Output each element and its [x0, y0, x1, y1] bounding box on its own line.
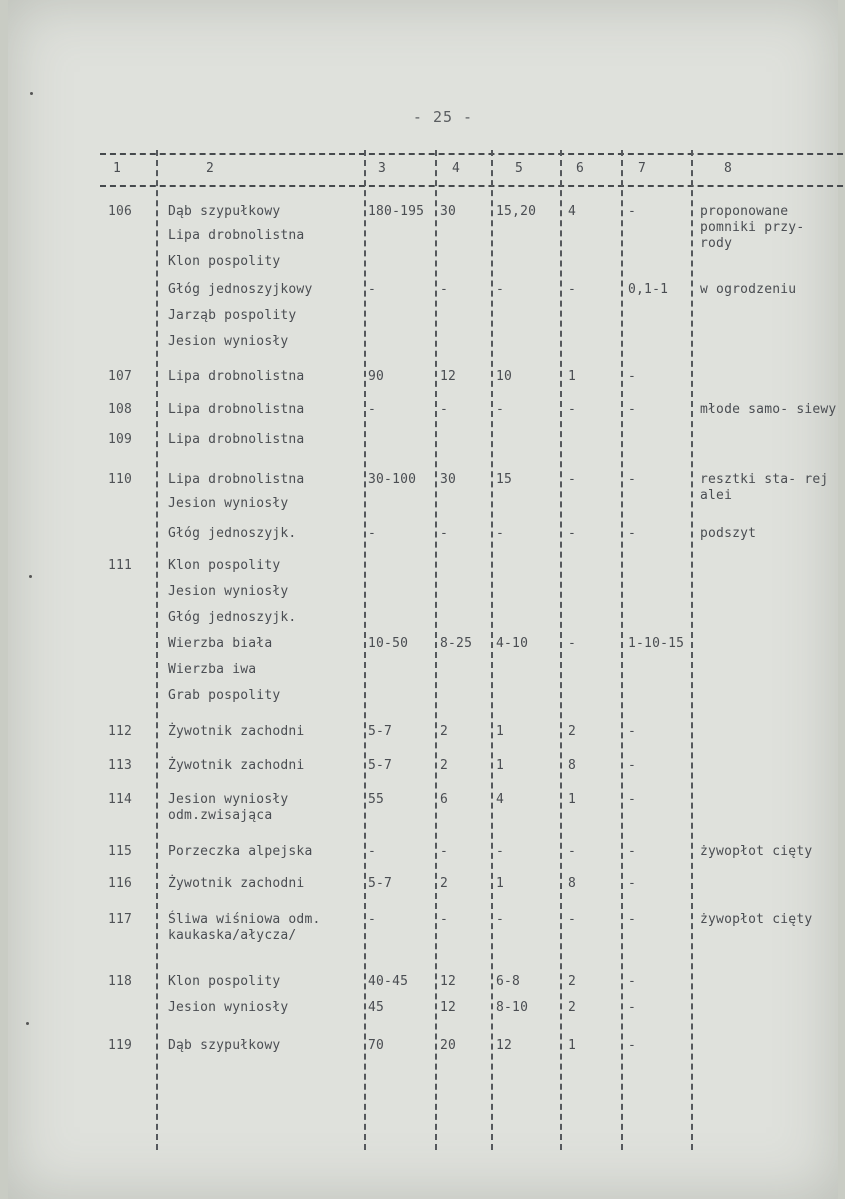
cell-col5: 15,20	[496, 204, 537, 219]
cell-col4: -	[440, 844, 449, 859]
cell-col5: 8-10	[496, 1000, 529, 1015]
cell-species: Żywotnik zachodni	[168, 724, 305, 739]
cell-col4: 2	[440, 758, 449, 773]
cell-col5: 15	[496, 472, 513, 487]
cell-col7: -	[628, 912, 637, 927]
column-header: 5	[515, 161, 524, 176]
column-header: 3	[378, 161, 387, 176]
cell-species: Głóg jednoszyjk.	[168, 610, 297, 625]
cell-lp: 111	[108, 558, 133, 573]
cell-species: Porzeczka alpejska	[168, 844, 313, 859]
cell-col6: 1	[568, 792, 577, 807]
cell-col6: -	[568, 526, 577, 541]
cell-col5: 6-8	[496, 974, 521, 989]
cell-species: Jesion wyniosły	[168, 1000, 289, 1015]
cell-col5: -	[496, 912, 505, 927]
cell-col5: 10	[496, 369, 513, 384]
cell-col3: 5-7	[368, 724, 393, 739]
column-separator	[364, 150, 366, 1150]
cell-col7: -	[628, 369, 637, 384]
cell-lp: 106	[108, 204, 133, 219]
cell-species: Głóg jednoszyjk.	[168, 526, 297, 541]
document-page	[8, 0, 838, 1199]
cell-col6: -	[568, 844, 577, 859]
cell-col6: 2	[568, 974, 577, 989]
cell-col3: -	[368, 844, 377, 859]
cell-species: Jesion wyniosły	[168, 584, 289, 599]
cell-col3: 90	[368, 369, 385, 384]
cell-col6: 8	[568, 758, 577, 773]
scan-speck	[26, 1022, 29, 1025]
cell-col5: 1	[496, 724, 505, 739]
column-header: 7	[638, 161, 647, 176]
cell-col7: -	[628, 526, 637, 541]
cell-col5: 12	[496, 1038, 513, 1053]
cell-col7: -	[628, 974, 637, 989]
cell-col4: 12	[440, 1000, 457, 1015]
cell-col7: -	[628, 204, 637, 219]
cell-col3: 180-195	[368, 204, 425, 219]
cell-species: Wierzba iwa	[168, 662, 257, 677]
cell-species: Lipa drobnolistna	[168, 228, 305, 243]
cell-species: Dąb szypułkowy	[168, 204, 281, 219]
cell-col3: 55	[368, 792, 385, 807]
cell-col3: 5-7	[368, 758, 393, 773]
cell-species: Grab pospolity	[168, 688, 281, 703]
cell-col4: 2	[440, 724, 449, 739]
cell-col6: -	[568, 636, 577, 651]
cell-lp: 113	[108, 758, 133, 773]
cell-species: Lipa drobnolistna	[168, 369, 305, 384]
cell-species: Lipa drobnolistna	[168, 432, 305, 447]
cell-notes: żywopłot cięty	[700, 912, 813, 927]
column-header: 8	[724, 161, 733, 176]
cell-col4: 2	[440, 876, 449, 891]
cell-lp: 117	[108, 912, 133, 927]
cell-col7: -	[628, 1000, 637, 1015]
cell-col7: -	[628, 876, 637, 891]
cell-lp: 108	[108, 402, 133, 417]
cell-col5: 4	[496, 792, 505, 807]
cell-lp: 115	[108, 844, 133, 859]
cell-col4: -	[440, 526, 449, 541]
cell-col7: -	[628, 472, 637, 487]
cell-notes: młode samo- siewy	[700, 402, 837, 417]
cell-col6: -	[568, 912, 577, 927]
cell-col3: 40-45	[368, 974, 409, 989]
cell-col3: 10-50	[368, 636, 409, 651]
cell-col4: 12	[440, 369, 457, 384]
cell-col4: 30	[440, 472, 457, 487]
cell-col4: 30	[440, 204, 457, 219]
cell-col4: -	[440, 912, 449, 927]
cell-col7: -	[628, 792, 637, 807]
cell-col5: -	[496, 526, 505, 541]
cell-col7: 1-10-15	[628, 636, 685, 651]
cell-col7: -	[628, 402, 637, 417]
cell-col3: 30-100	[368, 472, 417, 487]
cell-col6: 4	[568, 204, 577, 219]
cell-lp: 116	[108, 876, 133, 891]
cell-lp: 107	[108, 369, 133, 384]
cell-notes: proponowane pomniki przy- rody	[700, 204, 805, 251]
cell-col6: 1	[568, 369, 577, 384]
column-separator	[560, 150, 562, 1150]
cell-lp: 114	[108, 792, 133, 807]
cell-lp: 119	[108, 1038, 133, 1053]
cell-species: Żywotnik zachodni	[168, 876, 305, 891]
cell-col6: -	[568, 472, 577, 487]
table-header-rule	[100, 185, 845, 187]
cell-species: Żywotnik zachodni	[168, 758, 305, 773]
cell-col5: 1	[496, 758, 505, 773]
cell-lp: 118	[108, 974, 133, 989]
cell-col6: -	[568, 402, 577, 417]
cell-lp: 112	[108, 724, 133, 739]
cell-species: Lipa drobnolistna	[168, 472, 305, 487]
cell-col3: 5-7	[368, 876, 393, 891]
column-separator	[491, 150, 493, 1150]
cell-species: Lipa drobnolistna	[168, 402, 305, 417]
cell-col3: 70	[368, 1038, 385, 1053]
column-separator	[156, 150, 158, 1150]
cell-col7: -	[628, 1038, 637, 1053]
cell-col4: 8-25	[440, 636, 473, 651]
cell-notes: resztki sta- rej alei	[700, 472, 829, 503]
cell-notes: żywopłot cięty	[700, 844, 813, 859]
cell-species: Jesion wyniosły	[168, 496, 289, 511]
cell-col3: -	[368, 526, 377, 541]
cell-col6: 2	[568, 1000, 577, 1015]
page-number: - 25 -	[412, 108, 474, 126]
column-header: 1	[113, 161, 122, 176]
cell-col3: -	[368, 282, 377, 297]
column-separator	[691, 150, 693, 1150]
cell-col3: -	[368, 912, 377, 927]
table-top-rule	[100, 153, 845, 155]
cell-col7: -	[628, 758, 637, 773]
cell-col5: -	[496, 402, 505, 417]
cell-col6: 8	[568, 876, 577, 891]
cell-col5: 1	[496, 876, 505, 891]
cell-col4: 12	[440, 974, 457, 989]
cell-species: Klon pospolity	[168, 558, 281, 573]
cell-col5: -	[496, 282, 505, 297]
cell-species: Jesion wyniosły odm.zwisająca	[168, 792, 289, 823]
cell-col4: -	[440, 402, 449, 417]
cell-col3: 45	[368, 1000, 385, 1015]
cell-species: Śliwa wiśniowa odm. kaukaska/ałycza/	[168, 912, 321, 943]
cell-col5: -	[496, 844, 505, 859]
cell-species: Wierzba biała	[168, 636, 273, 651]
cell-lp: 110	[108, 472, 133, 487]
scan-speck	[29, 575, 32, 578]
column-header: 4	[452, 161, 461, 176]
cell-col3: -	[368, 402, 377, 417]
cell-col5: 4-10	[496, 636, 529, 651]
cell-notes: w ogrodzeniu	[700, 282, 797, 297]
cell-species: Jesion wyniosły	[168, 334, 289, 349]
column-separator	[621, 150, 623, 1150]
cell-col4: 20	[440, 1038, 457, 1053]
column-header: 2	[206, 161, 215, 176]
cell-col4: 6	[440, 792, 449, 807]
column-separator	[435, 150, 437, 1150]
cell-species: Głóg jednoszyjkowy	[168, 282, 313, 297]
cell-col4: -	[440, 282, 449, 297]
column-header: 6	[576, 161, 585, 176]
cell-species: Klon pospolity	[168, 974, 281, 989]
cell-notes: podszyt	[700, 526, 757, 541]
cell-col6: 1	[568, 1038, 577, 1053]
cell-species: Dąb szypułkowy	[168, 1038, 281, 1053]
cell-col6: -	[568, 282, 577, 297]
cell-species: Jarząb pospolity	[168, 308, 297, 323]
cell-col7: -	[628, 844, 637, 859]
scan-speck	[30, 92, 33, 95]
cell-col7: 0,1-1	[628, 282, 669, 297]
cell-col6: 2	[568, 724, 577, 739]
cell-species: Klon pospolity	[168, 254, 281, 269]
cell-col7: -	[628, 724, 637, 739]
cell-lp: 109	[108, 432, 133, 447]
